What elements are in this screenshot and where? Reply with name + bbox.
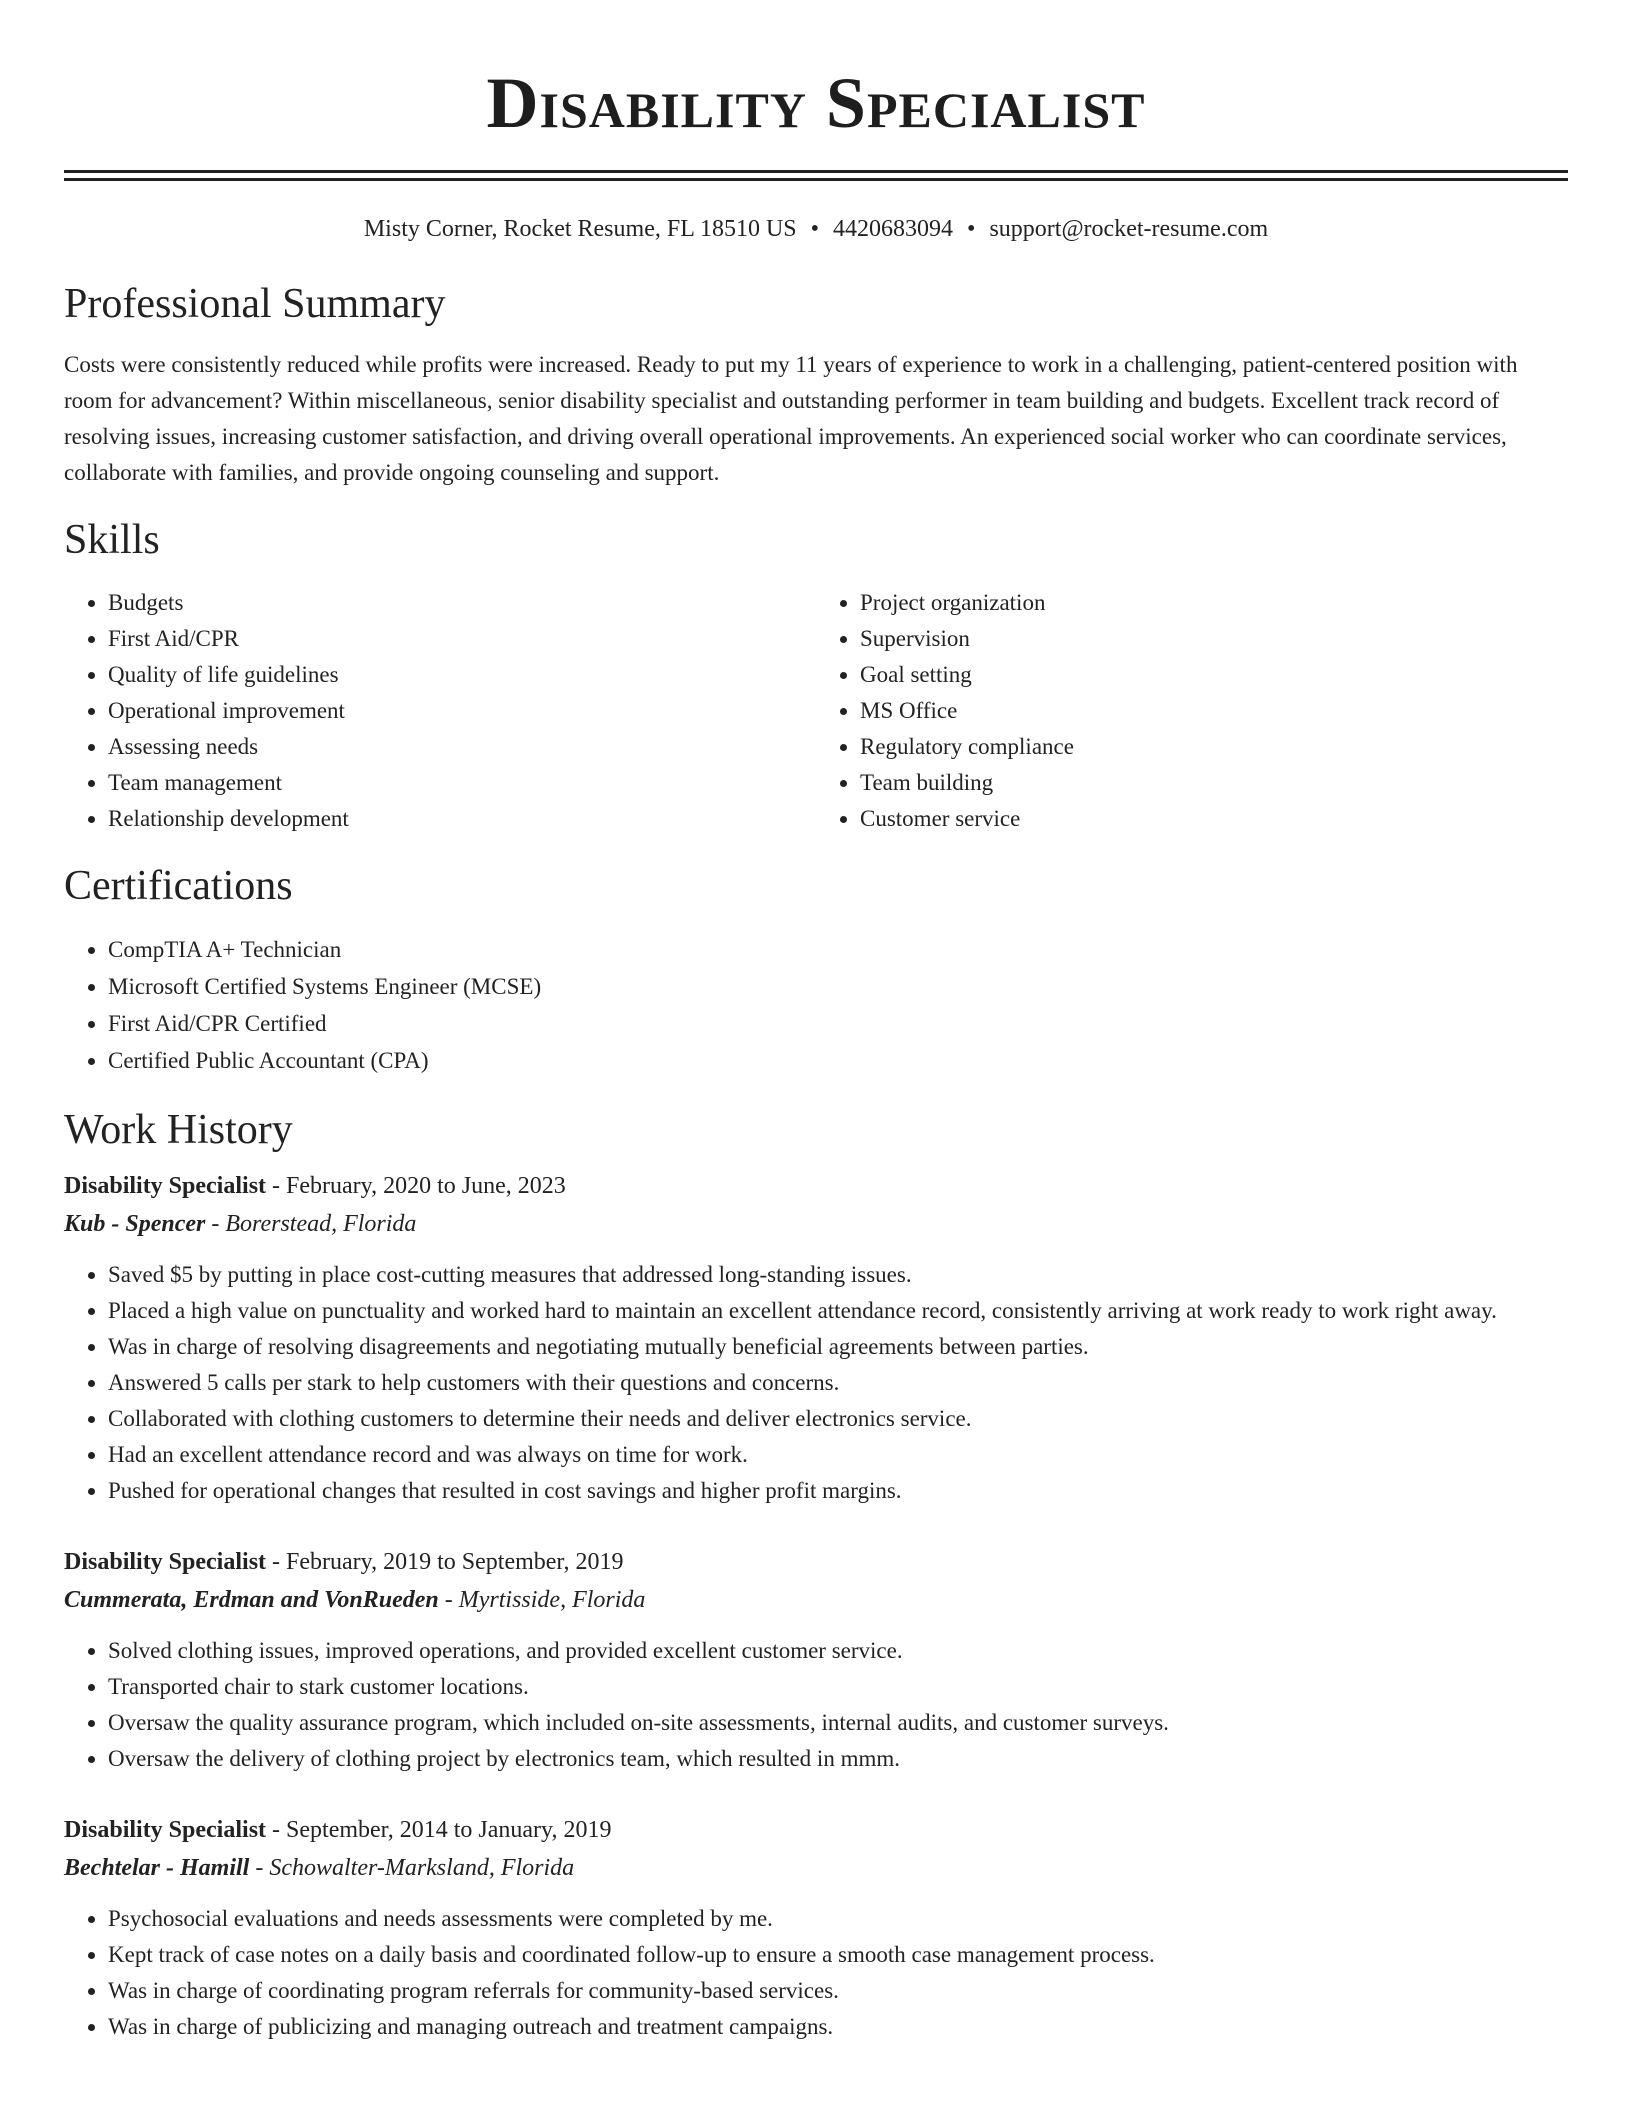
skill-item: • Team building [860,765,1568,801]
job-role: Disability Specialist [64,1549,267,1575]
skill-item: • First Aid/CPR [108,621,816,657]
job-location: - Borerstead, Florida [205,1211,417,1237]
skills-list-left [64,585,816,837]
job-bullet: • Was in charge of publicizing and managing outreach and treatment campaigns. [108,2009,1568,2045]
resume-page [64,0,1568,2045]
section-title-certifications: Certifications [64,863,293,909]
job-bullet: • Collaborated with clothing customers to determine their needs and deliver electronics service. [108,1401,1568,1437]
job-bullet: • Answered 5 calls per stark to help customers with their questions and concerns. [108,1365,1568,1401]
skill-item: • Assessing needs [108,729,816,765]
job-company: Kub - Spencer [64,1211,206,1237]
job-dates: - February, 2019 to September, 2019 [266,1549,624,1575]
job-bullet: • Oversaw the quality assurance program, which included on-site assessments, internal audits, and customer surveys. [108,1705,1568,1741]
section-title-summary: Professional Summary [64,281,446,327]
job-heading [64,1811,1568,1849]
job-dates: - September, 2014 to January, 2019 [266,1817,612,1843]
contact-phone[interactable]: 4420683094 [833,216,954,242]
job-entry [64,1811,1568,2045]
job-heading [64,1543,1568,1581]
job-role: Disability Specialist [64,1817,267,1843]
job-bullet: • Was in charge of coordinating program referrals for community-based services. [108,1973,1568,2009]
job-bullet: • Pushed for operational changes that resulted in cost savings and higher profit margins. [108,1473,1568,1509]
skill-item: • Quality of life guidelines [108,657,816,693]
job-bullet: • Had an excellent attendance record and was always on time for work. [108,1437,1568,1473]
job-bullets [64,1257,1568,1509]
job-bullets [64,1633,1568,1777]
contact-separator: • [967,216,976,242]
job-bullet: • Saved $5 by putting in place cost-cutting measures that addressed long-standing issues. [108,1257,1568,1293]
job-company-line [64,1849,1568,1887]
resume-name: Disability Specialist [486,63,1146,143]
job-heading [64,1167,1568,1205]
contact-line [64,214,1568,244]
skills-list-right [816,585,1568,837]
job-bullet: • Placed a high value on punctuality and worked hard to maintain an excellent attendance record, consistently arriving at work ready to work right away. [108,1293,1568,1329]
skill-item: • Budgets [108,585,816,621]
job-entry [64,1543,1568,1777]
certification-item: • CompTIA A+ Technician [108,931,1568,968]
job-bullet: • Kept track of case notes on a daily basis and coordinated follow-up to ensure a smooth case management process. [108,1937,1568,1973]
section-title-work-history: Work History [64,1107,293,1153]
skill-item: • Customer service [860,801,1568,837]
job-company: Bechtelar - Hamill [64,1855,250,1881]
job-location: - Myrtisside, Florida [438,1587,646,1613]
summary-text: Costs were consistently reduced while profits were increased. Ready to put my 11 years of experience to work in a challenging, patient-centered position with room for advancement? Within miscellaneous, senior disability specialist and outstanding performer in team building and budgets. Excellent track record of resolving issues, increasing customer satisfaction, and driving overall operational improvements. An experienced social worker who can coordinate services, collaborate with families, and provide ongoing counseling and support. [64,352,1518,485]
job-role: Disability Specialist [64,1173,267,1199]
job-bullet: • Was in charge of resolving disagreements and negotiating mutually beneficial agreements between parties. [108,1329,1568,1365]
skill-item: • Regulatory compliance [860,729,1568,765]
contact-separator: • [810,216,820,242]
section-title-skills: Skills [64,517,160,563]
skill-item: • Operational improvement [108,693,816,729]
header-double-rule [64,170,1568,181]
skills-columns [64,585,1568,837]
job-company: Cummerata, Erdman and VonRueden [64,1587,439,1613]
contact-address: Misty Corner, Rocket Resume, FL 18510 US [363,216,797,242]
skill-item: • Relationship development [108,801,816,837]
skill-item: • MS Office [860,693,1568,729]
job-bullet: • Oversaw the delivery of clothing project by electronics team, which resulted in mmm. [108,1741,1568,1777]
job-location: - Schowalter-Marksland, Florida [249,1855,575,1881]
job-entry [64,1167,1568,1509]
skill-item: • Goal setting [860,657,1568,693]
skill-item: • Project organization [860,585,1568,621]
job-bullet: • Transported chair to stark customer locations. [108,1669,1568,1705]
job-company-line [64,1581,1568,1619]
job-company-line [64,1205,1568,1243]
job-bullet: • Solved clothing issues, improved operations, and provided excellent customer service. [108,1633,1568,1669]
job-bullet: • Psychosocial evaluations and needs assessments were completed by me. [108,1901,1568,1937]
job-bullets [64,1901,1568,2045]
skill-item: • Supervision [860,621,1568,657]
certification-item: • First Aid/CPR Certified [108,1005,1568,1042]
certification-item: • Microsoft Certified Systems Engineer (MCSE) [108,968,1568,1005]
skill-item: • Team management [108,765,816,801]
contact-email[interactable]: support@rocket-resume.com [989,216,1269,242]
certifications-list [64,931,1568,1079]
job-dates: - February, 2020 to June, 2023 [266,1173,566,1199]
certification-item: • Certified Public Accountant (CPA) [108,1042,1568,1079]
